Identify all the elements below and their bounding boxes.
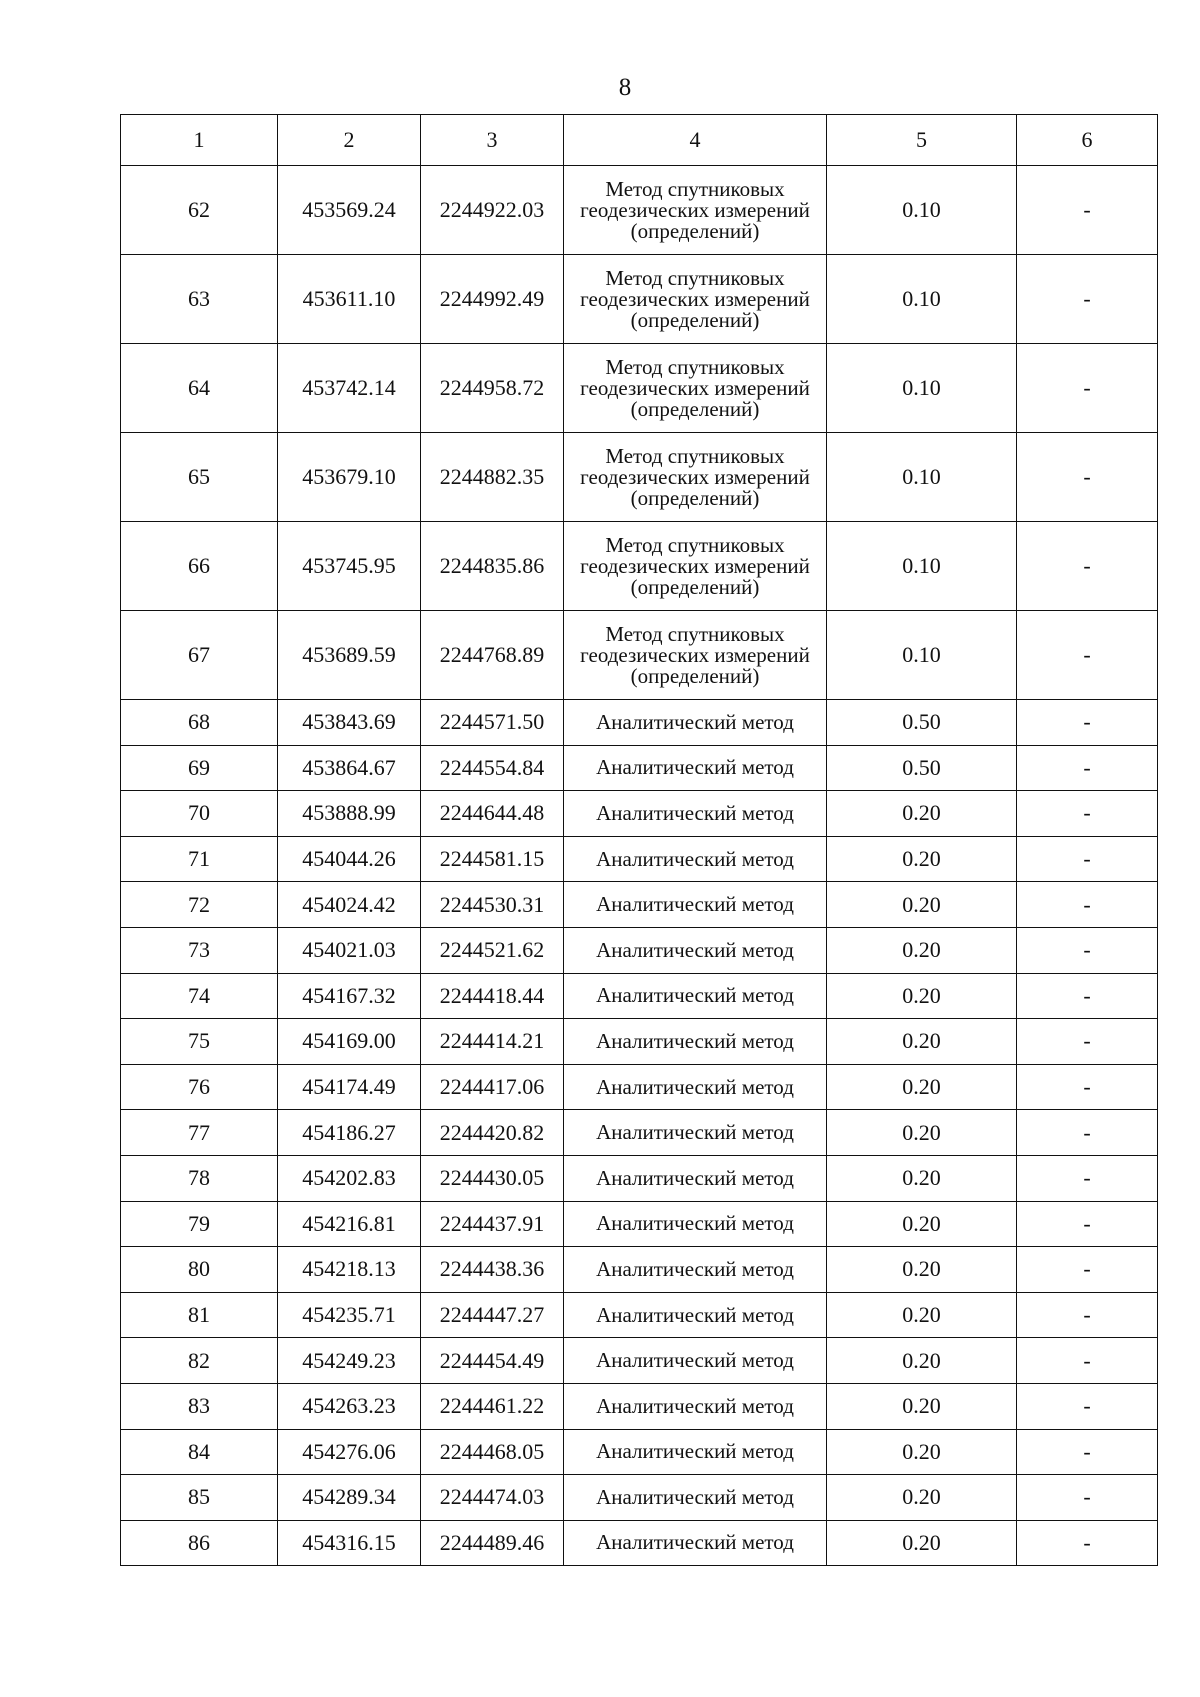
table-row: [121, 344, 1158, 433]
y-coordinate-cell: 2244430.05: [421, 1155, 564, 1201]
method-cell: Аналитический метод: [564, 882, 827, 928]
table-row: [121, 1064, 1158, 1110]
table-row: [121, 745, 1158, 791]
note-cell: -: [1017, 1475, 1158, 1521]
note-cell: -: [1017, 1110, 1158, 1156]
column-header: 5: [827, 115, 1017, 166]
y-coordinate-cell: 2244958.72: [421, 344, 564, 433]
point-number-cell: 78: [121, 1155, 278, 1201]
point-number-cell: 82: [121, 1338, 278, 1384]
y-coordinate-cell: 2244992.49: [421, 255, 564, 344]
point-number-cell: 71: [121, 836, 278, 882]
table-row: [121, 973, 1158, 1019]
x-coordinate-cell: 454263.23: [278, 1383, 421, 1429]
table-row: [121, 700, 1158, 746]
column-header: 2: [278, 115, 421, 166]
note-cell: -: [1017, 433, 1158, 522]
method-cell: Аналитический метод: [564, 745, 827, 791]
note-cell: -: [1017, 522, 1158, 611]
accuracy-cell: 0.50: [827, 745, 1017, 791]
note-cell: -: [1017, 166, 1158, 255]
note-cell: -: [1017, 255, 1158, 344]
x-coordinate-cell: 454276.06: [278, 1429, 421, 1475]
accuracy-cell: 0.20: [827, 1155, 1017, 1201]
y-coordinate-cell: 2244420.82: [421, 1110, 564, 1156]
y-coordinate-cell: 2244461.22: [421, 1383, 564, 1429]
column-header: 4: [564, 115, 827, 166]
table-row: [121, 1292, 1158, 1338]
y-coordinate-cell: 2244438.36: [421, 1247, 564, 1293]
method-cell: Метод спутниковых геодезических измерений (определений): [564, 255, 827, 344]
point-number-cell: 62: [121, 166, 278, 255]
point-number-cell: 65: [121, 433, 278, 522]
table-row: [121, 791, 1158, 837]
note-cell: -: [1017, 344, 1158, 433]
accuracy-cell: 0.20: [827, 1110, 1017, 1156]
method-cell: Аналитический метод: [564, 1110, 827, 1156]
note-cell: -: [1017, 882, 1158, 928]
method-cell: Аналитический метод: [564, 1475, 827, 1521]
x-coordinate-cell: 454174.49: [278, 1064, 421, 1110]
note-cell: -: [1017, 1064, 1158, 1110]
note-cell: -: [1017, 1201, 1158, 1247]
table-row: [121, 255, 1158, 344]
table-body: [121, 166, 1158, 1566]
accuracy-cell: 0.10: [827, 344, 1017, 433]
method-cell: Аналитический метод: [564, 1155, 827, 1201]
table-row: [121, 882, 1158, 928]
table-row: [121, 611, 1158, 700]
table-row: [121, 927, 1158, 973]
method-cell: Метод спутниковых геодезических измерений (определений): [564, 433, 827, 522]
y-coordinate-cell: 2244447.27: [421, 1292, 564, 1338]
x-coordinate-cell: 453888.99: [278, 791, 421, 837]
y-coordinate-cell: 2244882.35: [421, 433, 564, 522]
column-header: 3: [421, 115, 564, 166]
method-cell: Аналитический метод: [564, 1429, 827, 1475]
method-cell: Аналитический метод: [564, 1064, 827, 1110]
method-cell: Аналитический метод: [564, 1247, 827, 1293]
note-cell: -: [1017, 1247, 1158, 1293]
note-cell: -: [1017, 927, 1158, 973]
point-number-cell: 83: [121, 1383, 278, 1429]
x-coordinate-cell: 454202.83: [278, 1155, 421, 1201]
accuracy-cell: 0.20: [827, 973, 1017, 1019]
note-cell: -: [1017, 700, 1158, 746]
method-cell: Аналитический метод: [564, 1201, 827, 1247]
note-cell: -: [1017, 1019, 1158, 1065]
accuracy-cell: 0.10: [827, 522, 1017, 611]
accuracy-cell: 0.20: [827, 1338, 1017, 1384]
table-row: [121, 1475, 1158, 1521]
y-coordinate-cell: 2244644.48: [421, 791, 564, 837]
y-coordinate-cell: 2244418.44: [421, 973, 564, 1019]
y-coordinate-cell: 2244530.31: [421, 882, 564, 928]
column-header: 6: [1017, 115, 1158, 166]
accuracy-cell: 0.20: [827, 1247, 1017, 1293]
method-cell: Аналитический метод: [564, 1019, 827, 1065]
point-number-cell: 86: [121, 1520, 278, 1566]
accuracy-cell: 0.20: [827, 1064, 1017, 1110]
note-cell: -: [1017, 1155, 1158, 1201]
table-row: [121, 1247, 1158, 1293]
x-coordinate-cell: 454249.23: [278, 1338, 421, 1384]
x-coordinate-cell: 453864.67: [278, 745, 421, 791]
x-coordinate-cell: 453611.10: [278, 255, 421, 344]
point-number-cell: 84: [121, 1429, 278, 1475]
x-coordinate-cell: 454289.34: [278, 1475, 421, 1521]
accuracy-cell: 0.20: [827, 882, 1017, 928]
accuracy-cell: 0.20: [827, 1201, 1017, 1247]
method-cell: Аналитический метод: [564, 1383, 827, 1429]
method-cell: Аналитический метод: [564, 1520, 827, 1566]
x-coordinate-cell: 453679.10: [278, 433, 421, 522]
accuracy-cell: 0.20: [827, 1429, 1017, 1475]
point-number-cell: 64: [121, 344, 278, 433]
point-number-cell: 79: [121, 1201, 278, 1247]
accuracy-cell: 0.10: [827, 255, 1017, 344]
point-number-cell: 85: [121, 1475, 278, 1521]
accuracy-cell: 0.20: [827, 1292, 1017, 1338]
y-coordinate-cell: 2244835.86: [421, 522, 564, 611]
table-row: [121, 1429, 1158, 1475]
accuracy-cell: 0.20: [827, 791, 1017, 837]
accuracy-cell: 0.20: [827, 1019, 1017, 1065]
x-coordinate-cell: 454024.42: [278, 882, 421, 928]
x-coordinate-cell: 453843.69: [278, 700, 421, 746]
x-coordinate-cell: 454021.03: [278, 927, 421, 973]
table-row: [121, 836, 1158, 882]
accuracy-cell: 0.10: [827, 166, 1017, 255]
y-coordinate-cell: 2244554.84: [421, 745, 564, 791]
point-number-cell: 66: [121, 522, 278, 611]
point-number-cell: 72: [121, 882, 278, 928]
page-number: 8: [618, 74, 632, 101]
point-number-cell: 70: [121, 791, 278, 837]
point-number-cell: 63: [121, 255, 278, 344]
y-coordinate-cell: 2244768.89: [421, 611, 564, 700]
x-coordinate-cell: 454218.13: [278, 1247, 421, 1293]
x-coordinate-cell: 454167.32: [278, 973, 421, 1019]
accuracy-cell: 0.20: [827, 1520, 1017, 1566]
method-cell: Аналитический метод: [564, 973, 827, 1019]
note-cell: -: [1017, 1520, 1158, 1566]
table-header-row: [121, 115, 1158, 166]
point-number-cell: 80: [121, 1247, 278, 1293]
note-cell: -: [1017, 1383, 1158, 1429]
method-cell: Аналитический метод: [564, 791, 827, 837]
accuracy-cell: 0.10: [827, 611, 1017, 700]
note-cell: -: [1017, 973, 1158, 1019]
note-cell: -: [1017, 611, 1158, 700]
method-cell: Метод спутниковых геодезических измерений (определений): [564, 611, 827, 700]
accuracy-cell: 0.20: [827, 1475, 1017, 1521]
table-row: [121, 1019, 1158, 1065]
accuracy-cell: 0.50: [827, 700, 1017, 746]
y-coordinate-cell: 2244581.15: [421, 836, 564, 882]
x-coordinate-cell: 453742.14: [278, 344, 421, 433]
note-cell: -: [1017, 1338, 1158, 1384]
note-cell: -: [1017, 745, 1158, 791]
point-number-cell: 73: [121, 927, 278, 973]
point-number-cell: 68: [121, 700, 278, 746]
y-coordinate-cell: 2244414.21: [421, 1019, 564, 1065]
accuracy-cell: 0.20: [827, 836, 1017, 882]
method-cell: Метод спутниковых геодезических измерений (определений): [564, 344, 827, 433]
table-row: [121, 1338, 1158, 1384]
table-row: [121, 522, 1158, 611]
method-cell: Аналитический метод: [564, 836, 827, 882]
y-coordinate-cell: 2244489.46: [421, 1520, 564, 1566]
y-coordinate-cell: 2244474.03: [421, 1475, 564, 1521]
x-coordinate-cell: 454169.00: [278, 1019, 421, 1065]
y-coordinate-cell: 2244571.50: [421, 700, 564, 746]
y-coordinate-cell: 2244922.03: [421, 166, 564, 255]
y-coordinate-cell: 2244454.49: [421, 1338, 564, 1384]
column-header: 1: [121, 115, 278, 166]
method-cell: Метод спутниковых геодезических измерений (определений): [564, 166, 827, 255]
x-coordinate-cell: 454316.15: [278, 1520, 421, 1566]
point-number-cell: 75: [121, 1019, 278, 1065]
table-row: [121, 1383, 1158, 1429]
x-coordinate-cell: 453689.59: [278, 611, 421, 700]
x-coordinate-cell: 453569.24: [278, 166, 421, 255]
method-cell: Аналитический метод: [564, 700, 827, 746]
table-row: [121, 1201, 1158, 1247]
y-coordinate-cell: 2244521.62: [421, 927, 564, 973]
point-number-cell: 76: [121, 1064, 278, 1110]
point-number-cell: 67: [121, 611, 278, 700]
x-coordinate-cell: 453745.95: [278, 522, 421, 611]
table-row: [121, 433, 1158, 522]
point-number-cell: 69: [121, 745, 278, 791]
note-cell: -: [1017, 1429, 1158, 1475]
table-row: [121, 1155, 1158, 1201]
x-coordinate-cell: 454216.81: [278, 1201, 421, 1247]
table-row: [121, 1110, 1158, 1156]
accuracy-cell: 0.20: [827, 927, 1017, 973]
point-number-cell: 81: [121, 1292, 278, 1338]
point-number-cell: 77: [121, 1110, 278, 1156]
x-coordinate-cell: 454186.27: [278, 1110, 421, 1156]
note-cell: -: [1017, 1292, 1158, 1338]
method-cell: Метод спутниковых геодезических измерений (определений): [564, 522, 827, 611]
note-cell: -: [1017, 836, 1158, 882]
method-cell: Аналитический метод: [564, 927, 827, 973]
accuracy-cell: 0.10: [827, 433, 1017, 522]
table-row: [121, 1520, 1158, 1566]
note-cell: -: [1017, 791, 1158, 837]
method-cell: Аналитический метод: [564, 1338, 827, 1384]
y-coordinate-cell: 2244468.05: [421, 1429, 564, 1475]
x-coordinate-cell: 454044.26: [278, 836, 421, 882]
accuracy-cell: 0.20: [827, 1383, 1017, 1429]
point-number-cell: 74: [121, 973, 278, 1019]
coordinates-table: [120, 114, 1158, 1566]
y-coordinate-cell: 2244437.91: [421, 1201, 564, 1247]
x-coordinate-cell: 454235.71: [278, 1292, 421, 1338]
method-cell: Аналитический метод: [564, 1292, 827, 1338]
y-coordinate-cell: 2244417.06: [421, 1064, 564, 1110]
table-row: [121, 166, 1158, 255]
